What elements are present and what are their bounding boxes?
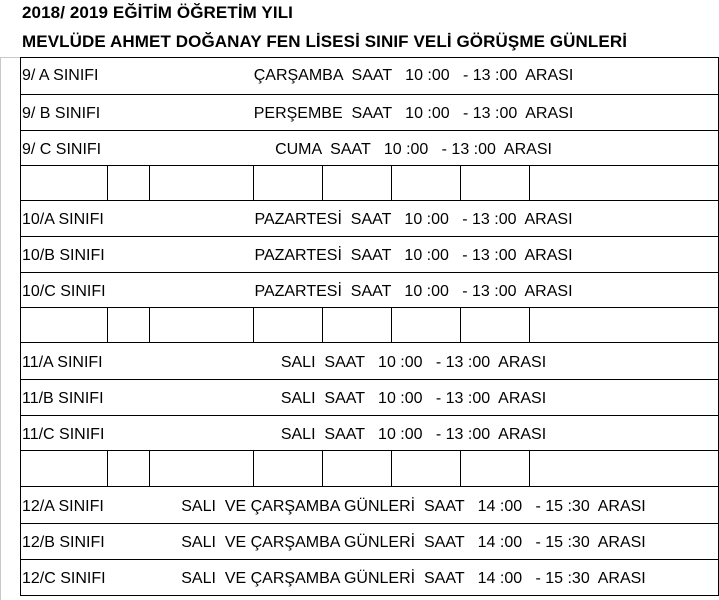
cell-divider — [149, 450, 150, 486]
cell-divider — [460, 307, 461, 342]
cell-divider — [107, 450, 108, 486]
class-cell: 12/B SINIFI — [22, 534, 105, 551]
table-row — [20, 488, 719, 524]
schedule-cell: SALI VE ÇARŞAMBA GÜNLERİ SAAT 14 :00 - 15 :30 ARASI — [181, 534, 646, 551]
schedule-cell: ÇARŞAMBA SAAT 10 :00 - 13 :00 ARASI — [253, 67, 574, 84]
cell-divider — [253, 307, 254, 342]
cell-divider — [107, 165, 108, 200]
table-row — [20, 380, 719, 416]
empty-row — [20, 165, 719, 201]
row-border — [20, 559, 719, 560]
row-border — [20, 272, 719, 273]
row-border — [20, 94, 719, 95]
cell-divider — [529, 450, 530, 486]
document-title: 2018/ 2019 EĞİTİM ÖĞRETİM YILI — [22, 3, 293, 22]
cell-divider — [391, 307, 392, 342]
schedule-cell: PAZARTESİ SAAT 10 :00 - 13 :00 ARASI — [254, 211, 573, 228]
class-cell: 11/B SINIFI — [22, 390, 104, 407]
class-cell: 10/A SINIFI — [22, 211, 104, 228]
cell-divider — [253, 450, 254, 486]
row-border — [20, 200, 719, 201]
table-row — [20, 344, 719, 380]
cell-divider — [107, 307, 108, 342]
class-cell: 9/ A SINIFI — [22, 67, 99, 84]
class-cell: 12/C SINIFI — [22, 570, 106, 587]
row-border — [20, 415, 719, 416]
cell-divider — [253, 165, 254, 200]
row-border — [20, 379, 719, 380]
row-border — [20, 307, 719, 308]
row-border — [20, 523, 719, 524]
row-border — [20, 165, 719, 166]
table-row — [20, 560, 719, 596]
cell-divider — [460, 165, 461, 200]
row-border — [20, 236, 719, 237]
table-row — [20, 524, 719, 560]
cell-divider — [322, 307, 323, 342]
table-row — [20, 57, 719, 93]
cell-divider — [149, 307, 150, 342]
row-border — [20, 486, 719, 487]
table-row — [20, 95, 719, 131]
cell-divider — [391, 165, 392, 200]
table-row — [20, 131, 719, 167]
class-cell: 10/B SINIFI — [22, 247, 105, 264]
schedule-cell: SALI VE ÇARŞAMBA GÜNLERİ SAAT 14 :00 - 15 :30 ARASI — [181, 570, 646, 587]
schedule-cell: CUMA SAAT 10 :00 - 13 :00 ARASI — [275, 141, 552, 158]
cell-divider — [322, 450, 323, 486]
table-row — [20, 201, 719, 237]
empty-row — [20, 450, 719, 486]
class-cell: 9/ C SINIFI — [22, 141, 102, 158]
table-row — [20, 416, 719, 452]
grid-line — [0, 57, 20, 58]
schedule-cell: SALI SAAT 10 :00 - 13 :00 ARASI — [280, 354, 547, 371]
empty-row — [20, 307, 719, 343]
table-row — [20, 273, 719, 309]
row-border — [20, 595, 719, 596]
table-row — [20, 237, 719, 273]
cell-divider — [460, 450, 461, 486]
class-cell: 10/C SINIFI — [22, 283, 106, 300]
row-border — [20, 342, 719, 343]
cell-divider — [529, 165, 530, 200]
document-subtitle: MEVLÜDE AHMET DOĞANAY FEN LİSESİ SINIF VELİ GÖRÜŞME GÜNLERİ — [22, 32, 628, 51]
cell-divider — [391, 450, 392, 486]
row-border — [20, 450, 719, 451]
class-cell: 11/A SINIFI — [22, 354, 103, 371]
cell-divider — [322, 165, 323, 200]
schedule-cell: SALI SAAT 10 :00 - 13 :00 ARASI — [280, 390, 547, 407]
grid-line — [0, 57, 1, 600]
row-border — [20, 130, 719, 131]
schedule-cell: SALI VE ÇARŞAMBA GÜNLERİ SAAT 14 :00 - 15 :30 ARASI — [181, 498, 646, 515]
schedule-cell: PAZARTESİ SAAT 10 :00 - 13 :00 ARASI — [254, 283, 573, 300]
class-cell: 11/C SINIFI — [22, 426, 105, 443]
schedule-cell: PAZARTESİ SAAT 10 :00 - 13 :00 ARASI — [254, 247, 573, 264]
schedule-cell: PERŞEMBE SAAT 10 :00 - 13 :00 ARASI — [253, 105, 574, 122]
class-cell: 12/A SINIFI — [22, 498, 104, 515]
schedule-cell: SALI SAAT 10 :00 - 13 :00 ARASI — [280, 426, 547, 443]
cell-divider — [529, 307, 530, 342]
class-cell: 9/ B SINIFI — [22, 105, 101, 122]
row-border — [20, 57, 719, 58]
table-border-left — [20, 57, 21, 596]
cell-divider — [149, 165, 150, 200]
